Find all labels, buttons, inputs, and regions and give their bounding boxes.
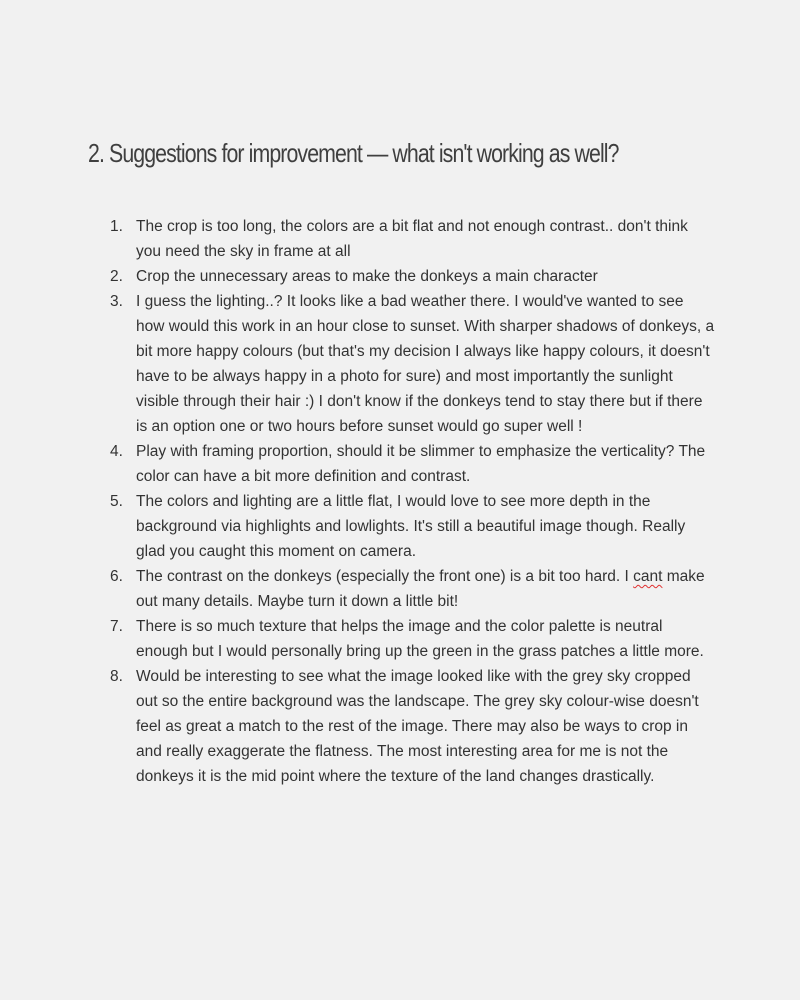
list-item <box>110 614 716 664</box>
list-item <box>110 289 716 439</box>
item-number: 1. <box>110 218 123 235</box>
list-item <box>110 439 716 489</box>
list-item <box>110 489 716 564</box>
misspelled-word[interactable]: cant <box>633 568 663 585</box>
list-item <box>110 664 716 789</box>
item-text: The crop is too long, the colors are a bit flat and not enough contrast.. don't think you need the sky in frame at all <box>136 218 688 260</box>
list-item <box>110 564 716 614</box>
item-text-after: make out many details. Maybe turn it down a little bit! <box>136 568 705 610</box>
item-text: I guess the lighting..? It looks like a bad weather there. I would've wanted to see how would this work in an hour close to sunset. With sharper shadows of donkeys, a bit more happy colours (but that's my decision I always like happy colours, it doesn't have to be always happy in a photo for sure) and most importantly the sunlight visible through their hair :) I don't know if the donkeys tend to stay there but if there is an option one or two hours before sunset would go super well ! <box>136 293 715 435</box>
item-text: The colors and lighting are a little flat, I would love to see more depth in the background via highlights and lowlights. It's still a beautiful image though. Really glad you caught this moment on camera. <box>136 493 686 560</box>
item-number: 2. <box>110 268 123 285</box>
item-number: 6. <box>110 568 123 585</box>
list-item <box>110 214 716 264</box>
item-text <box>136 568 705 610</box>
item-text: Play with framing proportion, should it be slimmer to emphasize the verticality? The color can have a bit more definition and contrast. <box>136 443 706 485</box>
item-text: There is so much texture that helps the image and the color palette is neutral enough but I would personally bring up the green in the grass patches a little more. <box>136 618 704 660</box>
item-number: 5. <box>110 493 123 510</box>
section-heading: 2. Suggestions for improvement — what isn't working as well? <box>88 138 619 168</box>
item-number: 3. <box>110 293 123 310</box>
item-number: 4. <box>110 443 123 460</box>
item-text: Would be interesting to see what the image looked like with the grey sky cropped out so the entire background was the landscape. The grey sky colour-wise doesn't feel as great a match to the rest of the image. There may also be ways to crop in and really exaggerate the flatness. The most interesting area for me is not the donkeys it is the mid point where the texture of the land changes drastically. <box>136 668 699 785</box>
item-number: 8. <box>110 668 123 685</box>
suggestions-list <box>110 214 716 789</box>
item-text: Crop the unnecessary areas to make the donkeys a main character <box>136 268 598 285</box>
item-text-before: The contrast on the donkeys (especially the front one) is a bit too hard. I <box>136 568 634 585</box>
item-number: 7. <box>110 618 123 635</box>
list-item <box>110 264 716 289</box>
